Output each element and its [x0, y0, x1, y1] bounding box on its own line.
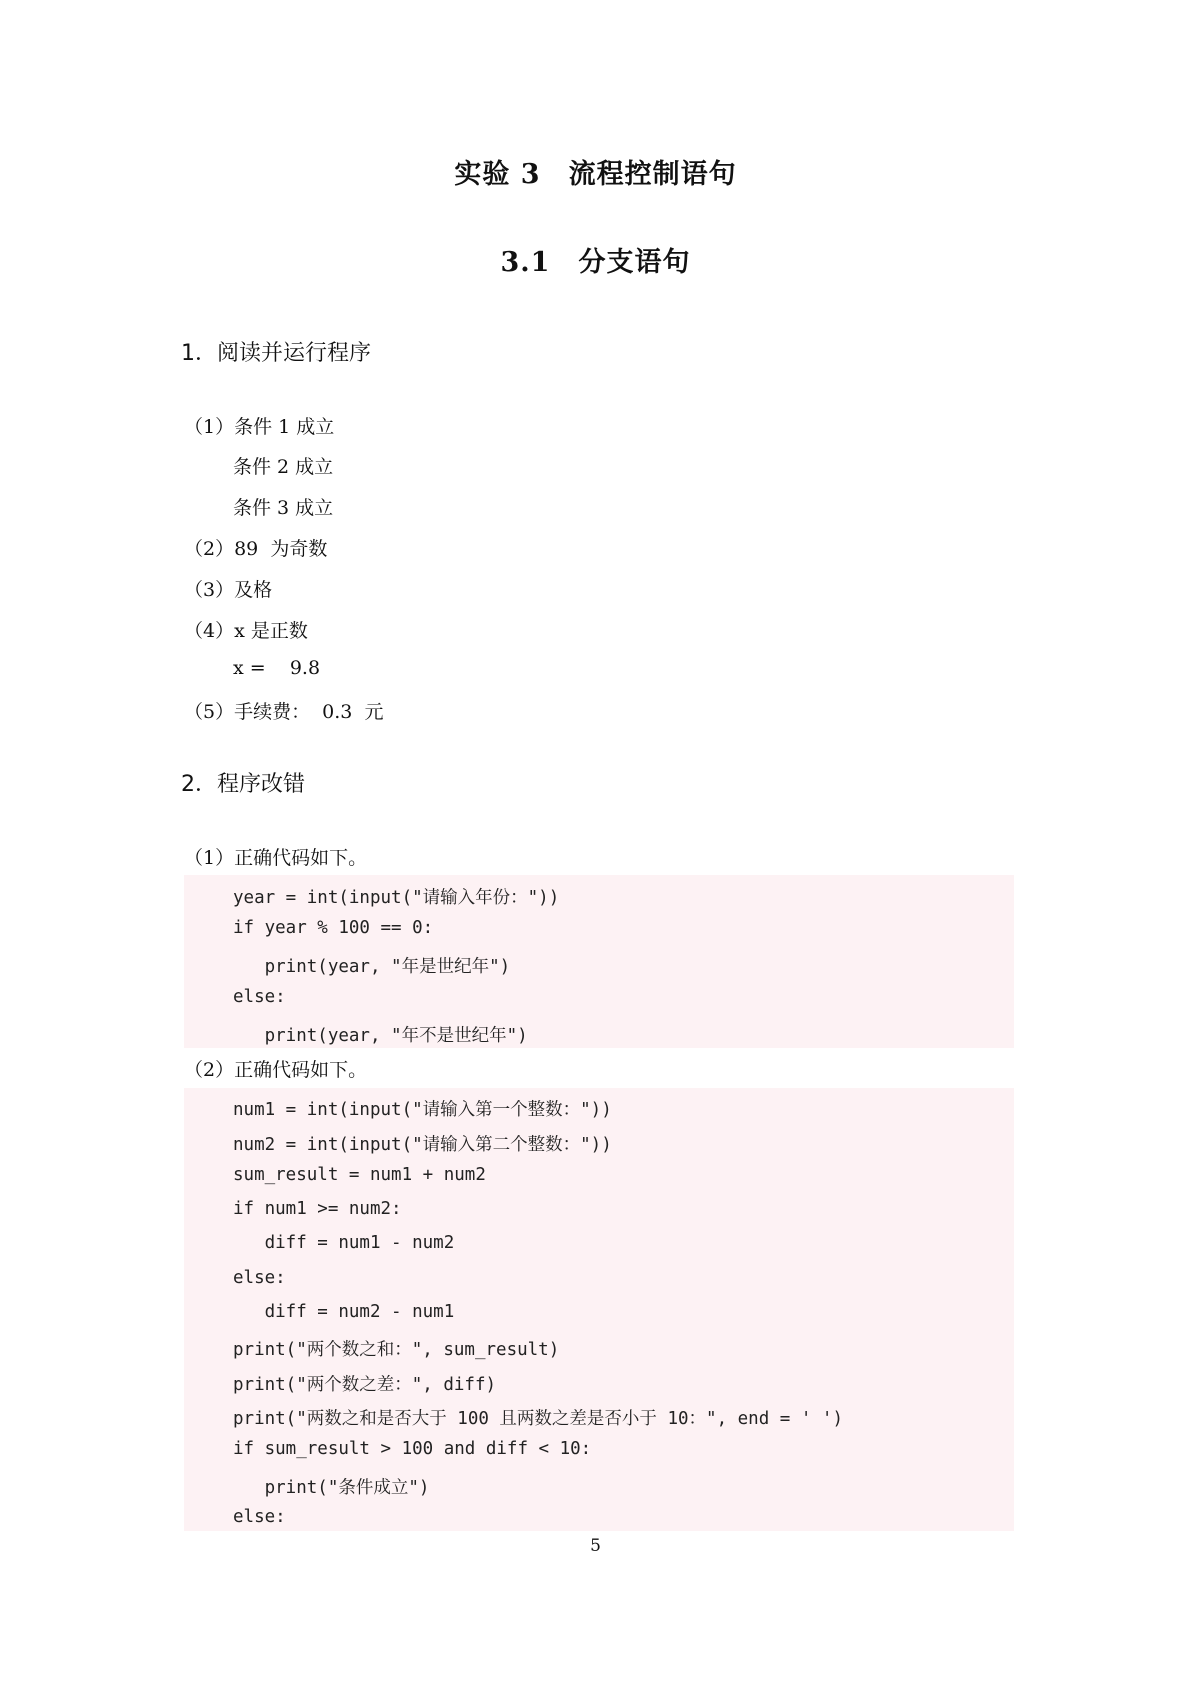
chapter-title: 实验 3 流程控制语句 — [454, 159, 737, 190]
code-line: if num1 >= num2: — [233, 1199, 402, 1219]
code-line: print("两个数之差：", diff) — [233, 1375, 497, 1395]
code-line: year = int(input("请输入年份：")) — [233, 888, 560, 908]
answer-line: （3）及格 — [184, 579, 273, 601]
code-line: if sum_result > 100 and diff < 10: — [233, 1439, 592, 1459]
code-line: if year % 100 == 0: — [233, 918, 434, 938]
code-line: else: — [233, 1268, 286, 1288]
code-line: diff = num1 - num2 — [233, 1233, 455, 1253]
code-line: num2 = int(input("请输入第二个整数：")) — [233, 1135, 612, 1155]
code-line: num1 = int(input("请输入第一个整数：")) — [233, 1100, 612, 1120]
section-title: 3.1 分支语句 — [500, 247, 691, 278]
code-line: print(year, "年不是世纪年") — [233, 1026, 528, 1046]
answer-line: （2）89 为奇数 — [184, 538, 328, 560]
answer-line: （4）x 是正数 — [184, 620, 308, 642]
code-line: diff = num2 - num1 — [233, 1302, 455, 1322]
answer-line: （1）条件 1 成立 — [184, 416, 335, 438]
answer-line: 条件 2 成立 — [233, 456, 334, 478]
code-block-2 — [184, 1088, 1014, 1531]
code-intro-label: （1）正确代码如下。 — [184, 847, 368, 869]
answer-line: 条件 3 成立 — [233, 497, 334, 519]
code-line: print("两个数之和：", sum_result) — [233, 1340, 560, 1360]
answer-line: x = 9.8 — [233, 657, 321, 679]
code-line: print("条件成立") — [233, 1478, 430, 1498]
code-line: print(year, "年是世纪年") — [233, 957, 511, 977]
answer-line: （5）手续费： 0.3 元 — [184, 701, 384, 723]
code-line: else: — [233, 987, 286, 1007]
code-line: else: — [233, 1507, 286, 1527]
code-block-1 — [184, 875, 1014, 1048]
page-number: 5 — [590, 1536, 601, 1556]
question-2-heading: 2．程序改错 — [181, 772, 305, 797]
code-intro-label: （2）正确代码如下。 — [184, 1059, 368, 1081]
question-1-heading: 1．阅读并运行程序 — [181, 341, 371, 366]
code-line: sum_result = num1 + num2 — [233, 1165, 486, 1185]
code-line: print("两数之和是否大于 100 且两数之差是否小于 10：", end = ' ') — [233, 1409, 844, 1429]
